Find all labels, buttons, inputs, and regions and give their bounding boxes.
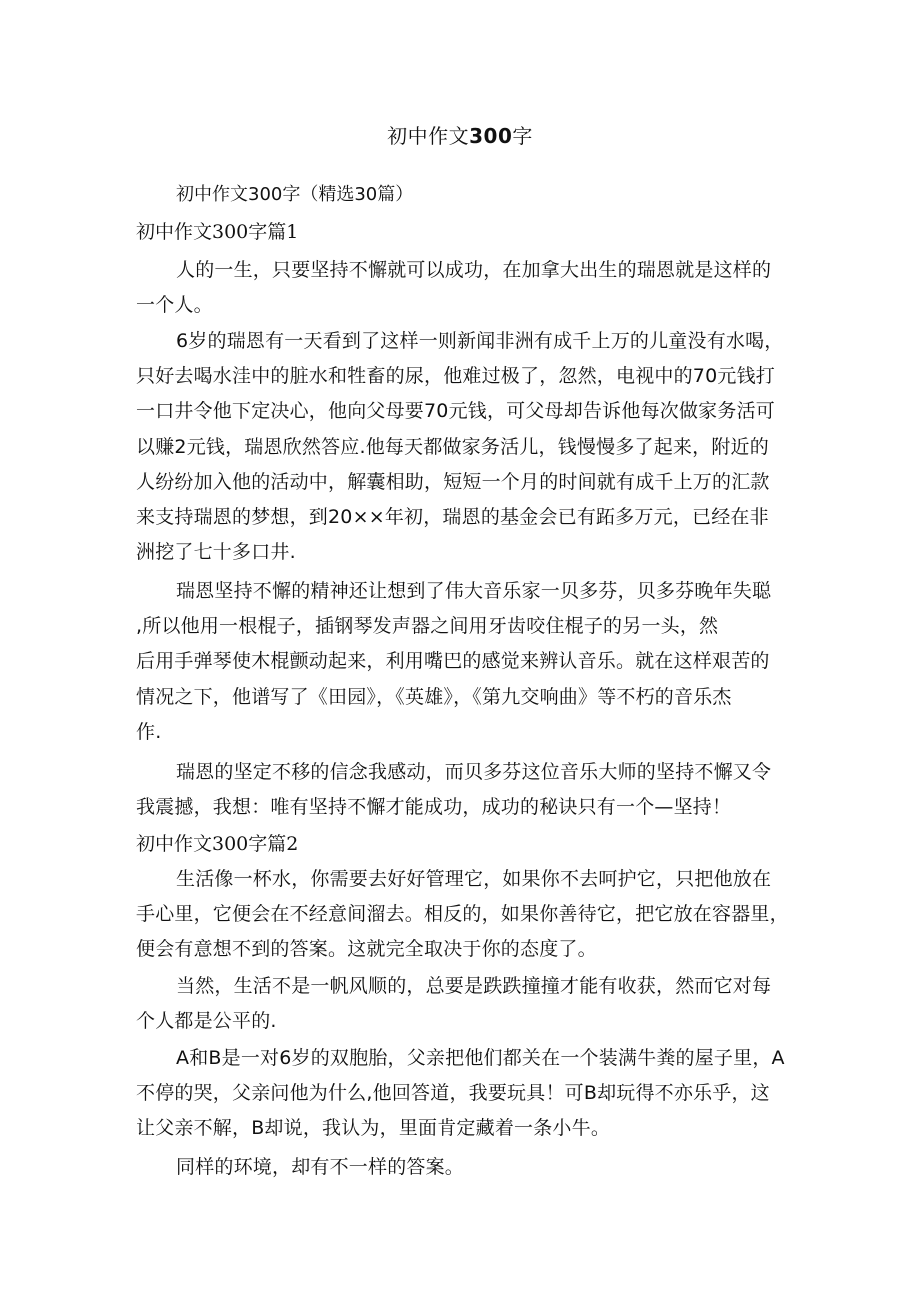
text-line: 6岁的瑞恩有一天看到了这样一则新闻非洲有成千上万的儿童没有水喝，: [176, 330, 784, 352]
text-line: 后用手弹琴使木棍颤动起来，利用嘴巴的感觉来辨认音乐。就在这样艰苦的: [136, 650, 770, 673]
text-line: 一个人。: [136, 294, 213, 317]
document-title: [0, 122, 920, 150]
text-line: 情况之下，他谱写了《田园》，《英雄》，《第九交响曲》等不朽的音乐杰: [136, 685, 732, 708]
text-line: 瑞恩的坚定不移的信念我感动，而贝多芬这位音乐大师的坚持不懈又令: [176, 761, 772, 783]
text-line: 当然，生活不是一帆风顺的，总要是跌跌撞撞才能有收获，然而它对每: [176, 975, 772, 997]
section-heading-1: 初中作文300字篇1: [136, 221, 299, 243]
text-line: 只好去喝水洼中的脏水和牲畜的尿，他难过极了，忽然，电视中的70元钱打: [136, 365, 775, 388]
text-line: 人的一生，只要坚持不懈就可以成功，在加拿大出生的瑞恩就是这样的: [176, 259, 772, 281]
text-line: 我震撼，我想：唯有坚持不懈才能成功，成功的秘诀只有一个—坚持！: [136, 796, 732, 819]
text-line: 同样的环境，却有不一样的答案。: [176, 1156, 465, 1178]
section-2-paragraph-4: [136, 1150, 798, 1185]
text-line: 一口井令他下定决心，他向父母要70元钱，可父母却告诉他每次做家务活可: [136, 400, 775, 423]
text-line: 人纷纷加入他的活动中，解囊相助，短短一个月的时间就有成千上万的汇款: [136, 470, 770, 493]
title-suffix: 字: [512, 124, 533, 148]
section-1-paragraph-3: [136, 574, 798, 750]
text-line: 让父亲不解，B却说，我认为，里面肯定藏着一条小牛。: [136, 1117, 611, 1140]
text-line: 个人都是公平的.: [136, 1010, 277, 1033]
text-line: 便会有意想不到的答案。这就完全取决于你的态度了。: [136, 938, 597, 961]
text-line: 手心里，它便会在不经意间溜去。相反的，如果你善待它，把它放在容器里，: [136, 903, 789, 926]
text-line: 洲挖了七十多口井.: [136, 541, 296, 564]
section-1-paragraph-2: [136, 324, 798, 570]
section-2-paragraph-3: [136, 1041, 798, 1147]
text-line: ,所以他用一根棍子，插钢琴发声器之间用牙齿咬住棍子的另一头，然: [136, 615, 719, 638]
section-heading-2: 初中作文300字篇2: [136, 833, 299, 855]
text-line: 以赚2元钱，瑞恩欣然答应.他每天都做家务活儿，钱慢慢多了起来，附近的: [136, 435, 769, 458]
text-line: 来支持瑞恩的梦想，到20××年初，瑞恩的基金会已有跖多万元，已经在非: [136, 506, 769, 529]
text-line: 瑞恩坚持不懈的精神还让想到了伟大音乐家一贝多芬，贝多芬晚年失聪: [176, 580, 772, 602]
section-2-paragraph-1: [136, 862, 798, 968]
text-line: A和B是一对6岁的双胞胎，父亲把他们都关在一个装满牛粪的屋子里，A: [176, 1047, 785, 1069]
section-1-paragraph-4: [136, 755, 798, 825]
document-subtitle: 初中作文300字（精选30篇）: [176, 184, 414, 205]
text-line: 生活像一杯水，你需要去好好管理它，如果你不去呵护它，只把他放在: [176, 868, 772, 890]
section-2-paragraph-2: [136, 969, 798, 1039]
title-number: 300: [469, 124, 513, 148]
title-prefix: 初中作文: [387, 124, 470, 148]
text-line: 作.: [136, 720, 162, 743]
section-1-paragraph-1: [136, 253, 798, 323]
text-line: 不停的哭，父亲问他为什么,他回答道，我要玩具！可B却玩得不亦乐乎，这: [136, 1082, 770, 1105]
